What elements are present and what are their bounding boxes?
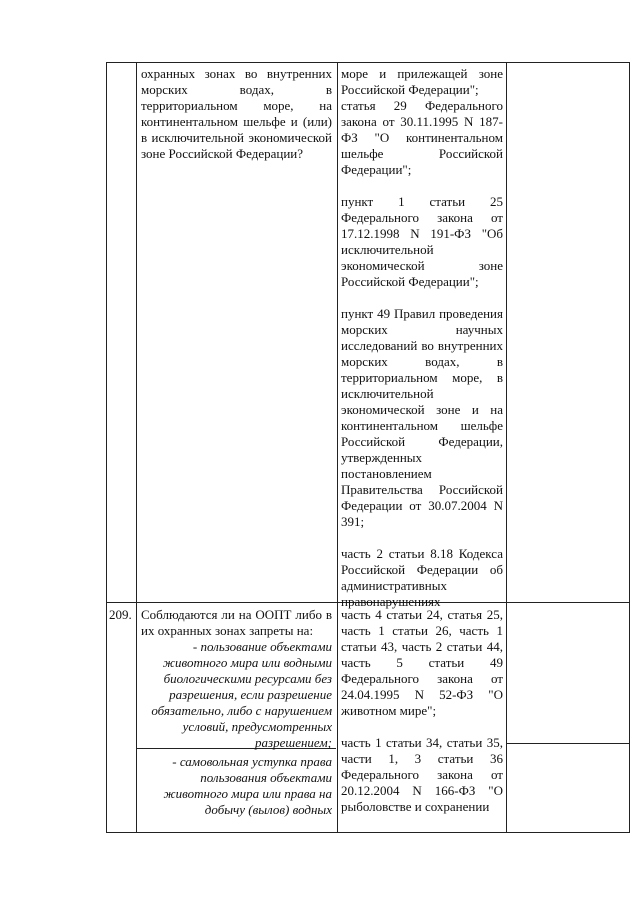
question-subitem: - самовольная уступка права пользования объектами животного мира или права на добычу (вылов) водных [163, 754, 332, 817]
question-subitem: - пользование объектами животного мира или водными биологическими ресурсами без разрешения, если разрешение обязательно, либо с нарушением условий, предусмотренных разрешением; [151, 639, 332, 750]
legal-ref: часть 2 статьи 8.18 Кодекса Российской Федерации об административных правонарушениях [341, 546, 503, 609]
legal-ref: море и прилежащей зоне Российской Федерации"; статья 29 Федерального закона от 30.11.1995 N 187-ФЗ "О континентальном шельфе Российской Федерации"; [341, 66, 503, 177]
question-cell [141, 607, 332, 751]
legal-refs-cell [341, 607, 503, 815]
legal-ref: часть 1 статьи 34, статьи 35, части 1, 3 статьи 36 Федерального закона от 20.12.2004 N 166-ФЗ "О рыболовстве и сохранении [341, 735, 503, 814]
extra-column-divider [506, 743, 630, 744]
table-right-border [629, 62, 630, 832]
legal-ref: часть 4 статьи 24, статья 25, часть 1 статьи 26, часть 1 статьи 43, часть 2 статьи 44, часть 5 статьи 49 Федерального закона от 24.04.1995 N 52-ФЗ "О животном мире"; [341, 607, 503, 718]
table-left-border [106, 62, 107, 832]
question-subitem-cell [141, 754, 332, 818]
question-text: охранных зонах во внутренних морских водах, в территориальном море, на континентальном шельфе и (или) в исключительной экономической зоне Российской Федерации? [141, 66, 332, 161]
legal-ref: пункт 49 Правил проведения морских научных исследований во внутренних морских водах, в территориальном море, в исключительной экономической зоне и на континентальном шельфе Российской Федерации, утвержденных постановлением Правительства Российской Федерации от 30.07.2004 N 391; [341, 306, 503, 529]
row-number: 209. [109, 607, 132, 622]
legal-ref: пункт 1 статьи 25 Федерального закона от 17.12.1998 N 191-ФЗ "Об исключительной экономической зоне Российской Федерации"; [341, 194, 503, 289]
question-cell-continued [141, 66, 332, 162]
column-divider-2 [337, 62, 338, 832]
legal-refs-cell-continued [341, 66, 503, 610]
table-top-border [106, 62, 630, 63]
requirements-table [106, 62, 630, 832]
table-bottom-border [106, 832, 630, 833]
column-divider-3 [506, 62, 507, 832]
column-divider-1 [136, 62, 137, 832]
question-intro: Соблюдаются ли на ООПТ либо в их охранных зонах запреты на: [141, 607, 332, 638]
